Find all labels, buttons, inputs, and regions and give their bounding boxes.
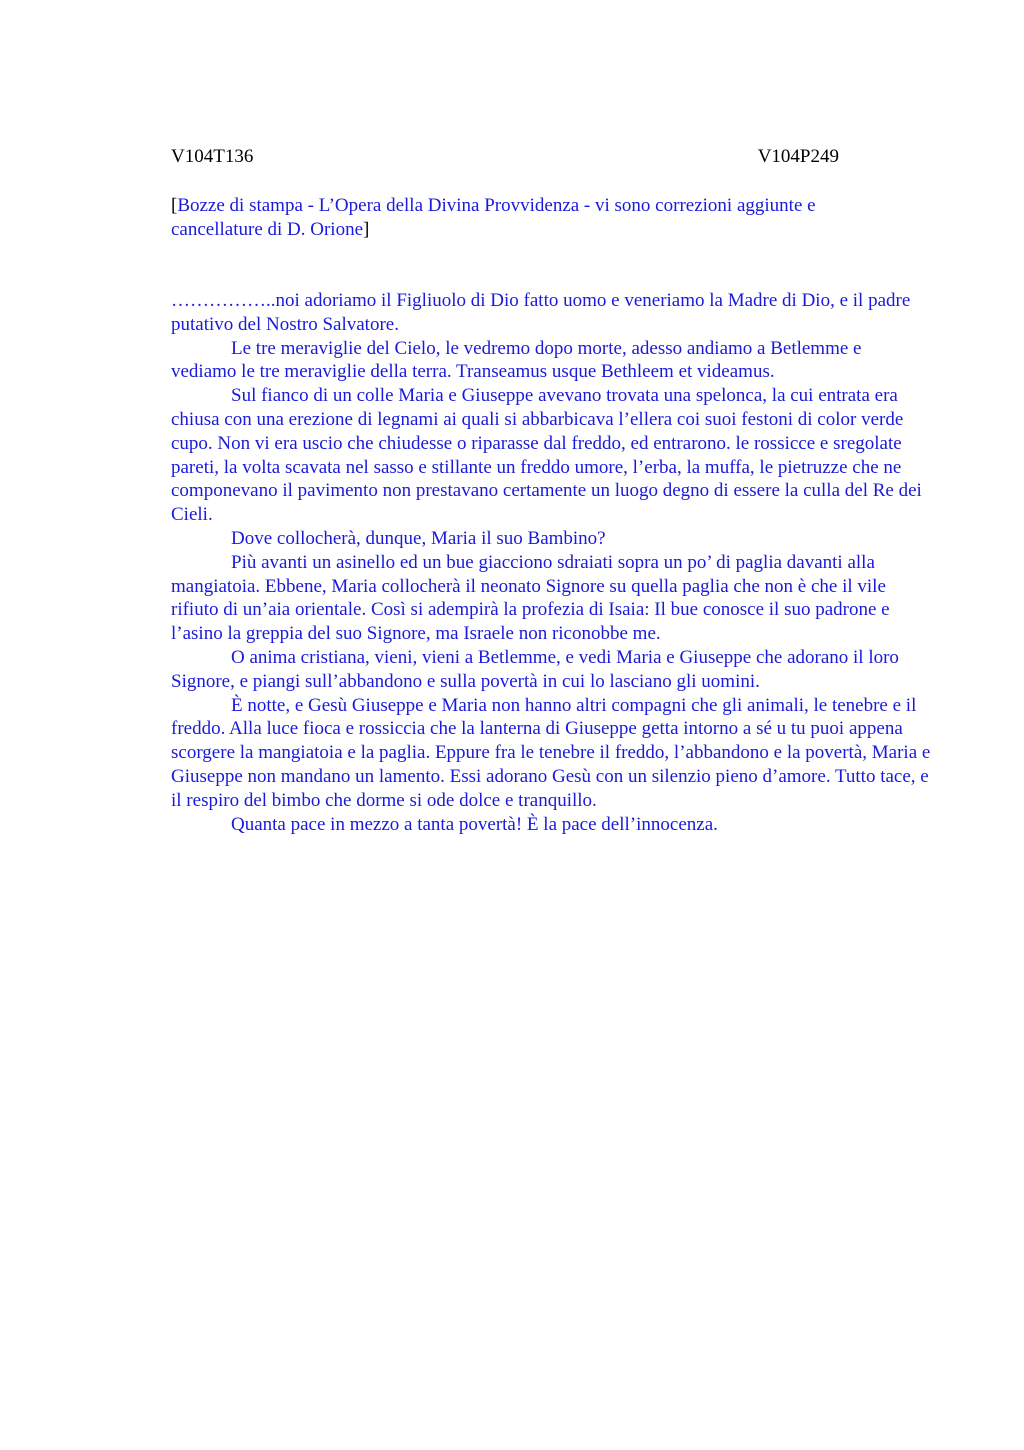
paragraph: Sul fianco di un colle Maria e Giuseppe avevano trovata una spelonca, la cui entrata era chiusa con una erezione di legnami ai quali si abbarbicava l’ellera coi suoi festoni di color verde cupo. Non vi era uscio che chiudesse o riparasse dal freddo, ed entrarono. le rossicce e sregolate pareti, la volta scavata nel sasso e stillante un freddo umore, l’erba, la muffa, le pietruzze che ne componevano il pavimento non prestavano certamente un luogo degno di essere la culla del Re dei Cieli. bbox=[171, 385, 922, 526]
paragraph: ……………..noi adoriamo il Figliuolo di Dio fatto uomo e veneriamo la Madre di Dio, e il padre putativo del Nostro Salvatore. bbox=[171, 290, 911, 335]
paragraph: Le tre meraviglie del Cielo, le vedremo dopo morte, adesso andiamo a Betlemme e vediamo le tre meraviglie della terra. Transeamus usque Bethleem et videamus. bbox=[171, 337, 862, 383]
editorial-note bbox=[171, 194, 901, 242]
paragraph: O anima cristiana, vieni, vieni a Betlemme, e vedi Maria e Giuseppe che adorano il loro Signore, e piangi sull’abbandono e sulla povertà in cui lo lasciano gli uomini. bbox=[171, 646, 899, 692]
note-close-bracket: ] bbox=[363, 219, 370, 240]
note-text: Bozze di stampa - L’Opera della Divina Provvidenza - vi sono correzioni aggiunte e cancellature di D. Orione bbox=[171, 195, 816, 240]
volume-text-code: V104T136 bbox=[171, 146, 254, 167]
paragraph: Quanta pace in mezzo a tanta povertà! È la pace dell’innocenza. bbox=[231, 813, 718, 835]
paragraph: È notte, e Gesù Giuseppe e Maria non hanno altri compagni che gli animali, le tenebre e il freddo. Alla luce fioca e rossiccia che la lanterna di Giuseppe getta intorno a sé u tu puoi appena scorgere la mangiatoia e la paglia. Eppure fra le tenebre il freddo, l’abbandono e la povertà, Maria e Giuseppe non mandano un lamento. Essi adorano Gesù con un silenzio pieno d’amore. Tutto tace, e il respiro del bimbo che dorme si ode dolce e tranquillo. bbox=[171, 694, 931, 811]
document-header bbox=[171, 146, 839, 172]
document-body bbox=[171, 289, 931, 836]
paragraph: Dove collocherà, dunque, Maria il suo Bambino? bbox=[231, 527, 606, 549]
note-open-bracket: [ bbox=[171, 195, 178, 216]
volume-page-code: V104P249 bbox=[757, 146, 839, 167]
paragraph: Più avanti un asinello ed un bue giacciono sdraiati sopra un po’ di paglia davanti alla mangiatoia. Ebbene, Maria collocherà il neonato Signore su quella paglia che non è che il vile rifiuto di un’aia orientale. Così si adempirà la profezia di Isaia: Il bue conosce il suo padrone e l’asino la greppia del suo Signore, ma Israele non riconobbe me. bbox=[171, 551, 890, 645]
